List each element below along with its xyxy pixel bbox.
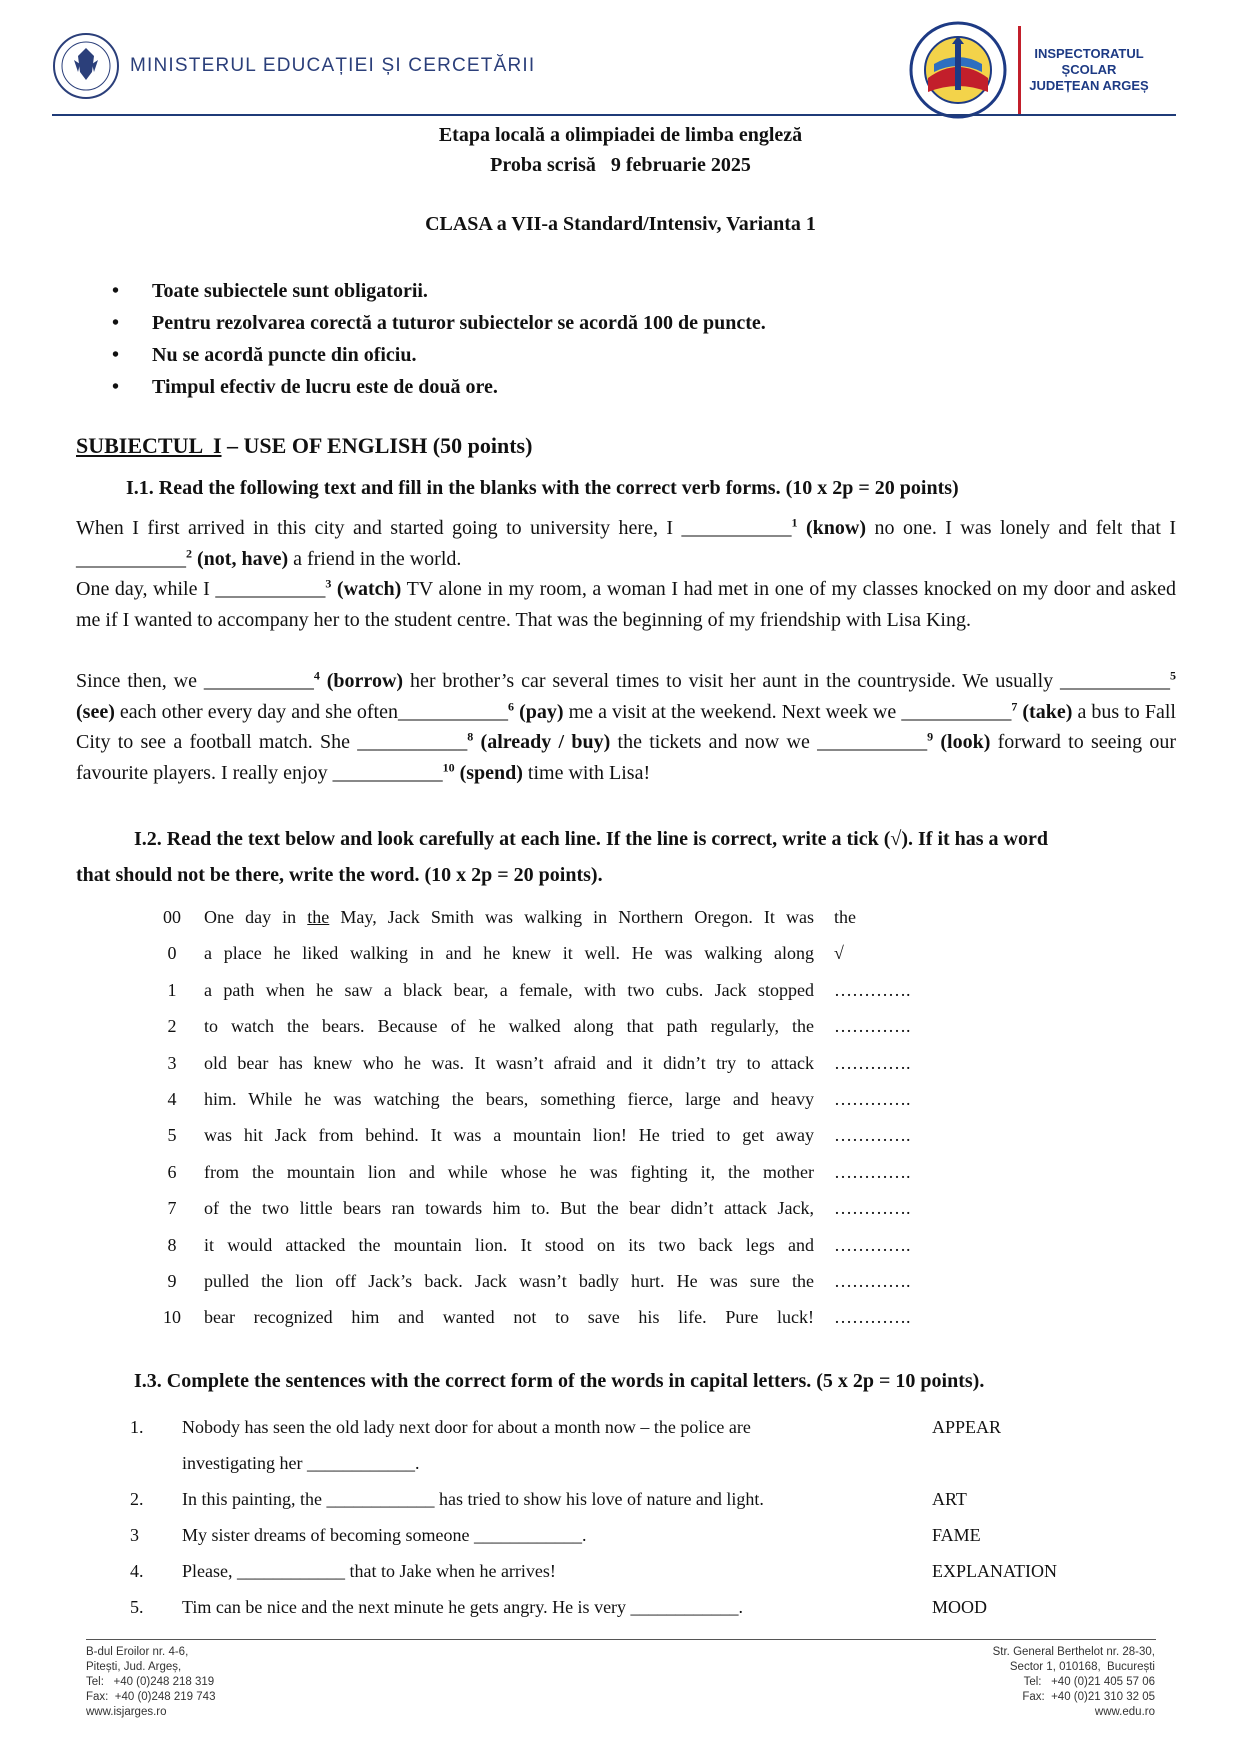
line-number: 8 [167,1234,177,1255]
item-number: 4. [130,1561,144,1581]
rule-item: • Nu se acordă puncte din oficiu. [108,342,766,374]
answer-slot[interactable]: …………. [834,1234,911,1255]
line-text: old bear has knew who he was. It wasn’t afraid and it didn’t try to attack [204,1052,814,1073]
exam-class-title: CLASA a VII-a Standard/Intensiv, Varianta 1 [425,213,816,235]
footer-line: Pitești, Jud. Argeș, [86,1661,182,1673]
footer-right-address [993,1645,1155,1720]
item-sentence: My sister dreams of becoming someone ____________. [182,1525,587,1545]
table-row [140,976,954,1012]
table-row [140,1121,954,1157]
subject-1-label: SUBIECTUL I [76,433,222,458]
item-keyword: ART [932,1489,967,1509]
item-number: 5. [130,1597,144,1617]
table-row [140,1267,954,1303]
exam-title-line-1: Etapa locală a olimpiadei de limba engleză [438,124,803,146]
section-1-1-heading: I.1. Read the following text and fill in the blanks with the correct verb forms. (10 x 2p = 20 points) [126,477,959,499]
line-text: of the two little bears ran towards him to. But the bear didn’t attack Jack, [204,1198,814,1219]
section-1-2-table [140,903,954,1340]
line-text: was hit Jack from behind. It was a mountain lion! He tried to get away [204,1125,814,1146]
isj-line-2: JUDEȚEAN ARGEȘ [1029,78,1149,93]
answer-slot[interactable]: …………. [834,1198,911,1219]
answer-slot[interactable]: √ [834,943,844,964]
item-number: 2. [130,1489,144,1509]
underlined-word: the [307,907,330,927]
footer-line: Fax: +40 (0)248 219 743 [86,1691,216,1703]
ministry-name: MINISTERUL EDUCAȚIEI ȘI CERCETĂRII [130,55,536,76]
item-number: 1. [130,1417,144,1437]
answer-slot[interactable]: …………. [834,1161,911,1182]
answer-slot[interactable]: …………. [834,1125,911,1146]
line-number: 1 [167,979,177,1000]
footer-link[interactable]: www.isjarges.ro [86,1706,167,1718]
list-item [130,1553,1112,1589]
table-row [140,1194,954,1230]
line-text: a path when he saw a black bear, a female, with two cubs. Jack stopped [204,979,814,1000]
table-row [140,1231,954,1267]
isj-line-1: INSPECTORATUL ȘCOLAR [1034,46,1144,77]
ministry-crest-icon [52,32,120,100]
footer-divider [86,1639,1156,1640]
answer-slot[interactable]: …………. [834,979,911,1000]
line-number: 2 [167,1016,177,1037]
line-text: to watch the bears. Because of he walked along that path regularly, the [204,1016,814,1037]
subject-1-rest: – USE OF ENGLISH (50 points) [221,433,533,458]
answer-slot[interactable]: the [834,907,856,927]
table-row [140,903,954,939]
footer-line: Tel: +40 (0)21 405 57 06 [1023,1676,1155,1688]
answer-slot[interactable]: …………. [834,1307,911,1328]
line-text: a place he liked walking in and he knew it well. He was walking along [204,943,814,964]
footer-line: B-dul Eroilor nr. 4-6, [86,1646,189,1658]
item-continuation: investigating her ____________. [182,1453,420,1473]
exam-title-line-2: Proba scrisă 9 februarie 2025 [490,154,751,176]
list-item [130,1589,1112,1625]
line-text: him. While he was watching the bears, something fierce, large and heavy [204,1088,814,1109]
item-sentence: Please, ____________ that to Jake when he arrives! [182,1561,556,1581]
item-sentence: In this painting, the ____________ has tried to show his love of nature and light. [182,1489,764,1509]
line-text: from the mountain lion and while whose he was fighting it, the mother [204,1161,814,1182]
line-number: 6 [167,1161,177,1182]
footer-line: Tel: +40 (0)248 218 319 [86,1676,215,1688]
section-1-3-list [130,1409,1112,1625]
section-1-2-heading-1: I.2. Read the text below and look carefully at each line. If the line is correct, write a tick (√). If it has a word [134,828,1049,850]
table-row [140,1085,954,1121]
line-number: 00 [163,907,181,927]
list-item [130,1517,1112,1553]
footer-left-address [86,1645,215,1720]
header-divider [52,114,1176,116]
line-text: pulled the lion off Jack’s back. Jack wasn’t badly hurt. He was sure the [204,1270,814,1291]
footer-line: Sector 1, 010168, București [1009,1661,1155,1673]
isj-seal-icon [908,20,1008,120]
table-row [140,1303,954,1339]
item-keyword: APPEAR [932,1417,1002,1437]
footer-line: Str. General Berthelot nr. 28-30, [992,1646,1155,1658]
rule-item: • Pentru rezolvarea corectă a tuturor subiectelor se acordă 100 de puncte. [108,310,766,342]
line-number: 10 [163,1307,181,1328]
item-sentence: Nobody has seen the old lady next door for about a month now – the police are [182,1417,751,1437]
table-row [140,1158,954,1194]
footer-link[interactable]: www.edu.ro [1094,1706,1155,1718]
answer-slot[interactable]: …………. [834,1052,911,1073]
item-number: 3 [130,1525,139,1545]
line-text: it would attacked the mountain lion. It stood on its two back legs and [204,1234,814,1255]
rule-item: • Toate subiectele sunt obligatorii. [108,278,766,310]
item-keyword: EXPLANATION [932,1561,1057,1581]
item-keyword: MOOD [932,1597,988,1617]
exam-rules-list [108,278,766,406]
answer-slot[interactable]: …………. [834,1088,911,1109]
table-row [140,939,954,975]
header-red-bar [1018,26,1021,114]
line-text: bear recognized him and wanted not to save his life. Pure luck! [204,1307,814,1328]
answer-slot[interactable]: …………. [834,1016,911,1037]
isj-name [1029,46,1149,94]
item-keyword: FAME [932,1525,981,1545]
line-number: 4 [167,1088,177,1109]
list-item [130,1481,1112,1517]
list-item [130,1409,1112,1445]
section-1-3-heading: I.3. Complete the sentences with the correct form of the words in capital letters. (5 x 2p = 10 points). [134,1370,985,1392]
section-1-1-paragraph-2: One day, while I ___________$^3$ (watch) TV alone in my room, a woman I had met in one of my classes knocked on my door and asked me if I wanted to accompany her to the student centre. That was the beginning of my friendship with Lisa King. [76,576,1176,631]
table-row [140,1012,954,1048]
line-number: 7 [167,1198,177,1219]
rule-item: • Timpul efectiv de lucru este de două ore. [108,374,766,406]
answer-slot[interactable]: …………. [834,1270,911,1291]
section-1-1-paragraph-3: Since then, we ___________$^4$ (borrow) her brother’s car several times to visit her aunt in the countryside. We usually ___________$^5$ (see) each other every day and she often___________$^6$ (pay) me a visit at the weekend. Next week we ___________$^7$ (take) a bus to Fall City to see a football match. She ___________$^8$ (already / buy) the tickets and now we ___________$^9$ (look) forward to seeing our favourite players. I really enjoy ___________$^{10}$ (spend) time with Lisa! [76,668,1177,784]
line-number: 9 [167,1270,177,1291]
section-1-2-heading-2: that should not be there, write the word. (10 x 2p = 20 points). [76,864,603,886]
ministry-header [52,32,535,100]
isj-header [908,20,1149,120]
footer-line: Fax: +40 (0)21 310 32 05 [1022,1691,1155,1703]
table-row [140,1049,954,1085]
line-text: One day in the May, Jack Smith was walking in Northern Oregon. It was [204,907,814,927]
line-number: 5 [167,1125,177,1146]
line-number: 0 [167,943,177,964]
item-sentence: Tim can be nice and the next minute he gets angry. He is very ____________. [182,1597,744,1617]
subject-1-title [76,433,532,459]
section-1-1-paragraph-1: When I first arrived in this city and started going to university here, I ___________$^1$ (know) no one. I was lonely and felt that I ___________$^2$ (not, have) a friend in the world. [76,515,1177,570]
line-number: 3 [167,1052,177,1073]
